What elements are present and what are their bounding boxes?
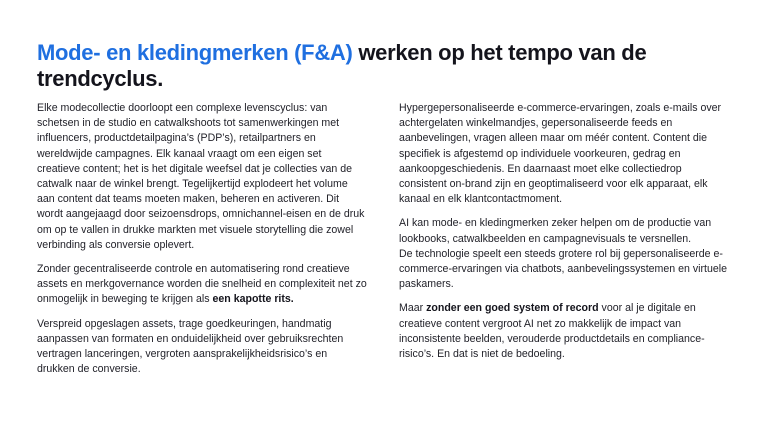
left-paragraph-1: Elke modecollectie doorloopt een complexe levenscyclus: van schetsen in de studio en catwalkshoots tot samenwerkingen met influencers, productdetailpagina’s (PDP’s), retailpartners en wereldwijde campagnes. Elk kanaal vraagt om een eigen set creatieve content; het is het digitale weefsel dat je collecties van de catwalk naar de winkel brengt. Tegelijkertijd explodeert het volume aan content dat teams moeten maken, beheren en activeren. Dit wordt aangejaagd door seizoensdrops, omnichannel-eisen en de druk om op te vallen in drukke markten met visuele storytelling die zowel verbinding als conversie oplevert. xyxy=(37,102,365,251)
left-paragraph-2-text: Zonder gecentraliseerde controle en automatisering rond creatieve assets en merkgovernance worden die snelheid en complexiteit net zo onmogelijk in beweging te krijgen als xyxy=(37,263,367,306)
headline-accent: Mode- en kledingmerken (F&A) xyxy=(37,40,353,65)
left-paragraph-3: Verspreid opgeslagen assets, trage goedkeuringen, handmatig aanpassen van formaten en onduidelijkheid over gebruiksrechten vertragen lanceringen, vergroten aansprakelijkheidsrisico’s en drukken de conversie. xyxy=(37,317,344,376)
right-paragraph-2 xyxy=(399,216,729,292)
right-paragraph-2-line-2: De technologie speelt een steeds grotere rol bij gepersonaliseerde e-commerce-ervaringen via chatbots, aanbevelingssystemen en virtuele paskamers. xyxy=(399,247,727,291)
right-paragraph-3-pre: Maar xyxy=(399,302,427,315)
left-paragraph-2-bold: een kapotte rits. xyxy=(212,293,294,306)
left-column xyxy=(37,101,367,386)
right-paragraph-1: Hypergepersonaliseerde e-commerce-ervaringen, zoals e-mails over achtergelaten winkelmandjes, gepersonaliseerde feeds en aanbevelingen, vragen alleen maar om méér content. Content die specifiek is afgestemd op individuele voorkeuren, gedrag en aankoopgeschiedenis. En daarnaast moet elke collectiedrop consistent on-brand zijn en geoptimaliseerd voor elk apparaat, elk kanaal en elk klantcontactmoment. xyxy=(399,102,722,206)
headline xyxy=(37,40,677,92)
right-column xyxy=(399,101,729,371)
right-paragraph-3-bold: zonder een goed system of record xyxy=(426,302,599,315)
right-paragraph-3 xyxy=(399,301,729,362)
headline-rest: werken op het tempo van de trendcyclus. xyxy=(37,40,647,91)
left-paragraph-2 xyxy=(37,262,367,308)
right-paragraph-2-line-1: AI kan mode- en kledingmerken zeker helpen om de productie van lookbooks, catwalkbeelden en campagnevisuals te versnellen. xyxy=(399,217,712,245)
right-paragraph-3-post: voor al je digitale en creatieve content vergroot AI net zo makkelijk de impact van inconsistente beelden, verouderde productdetails en compliance-risico’s. En dat is niet de bedoeling. xyxy=(399,302,705,361)
